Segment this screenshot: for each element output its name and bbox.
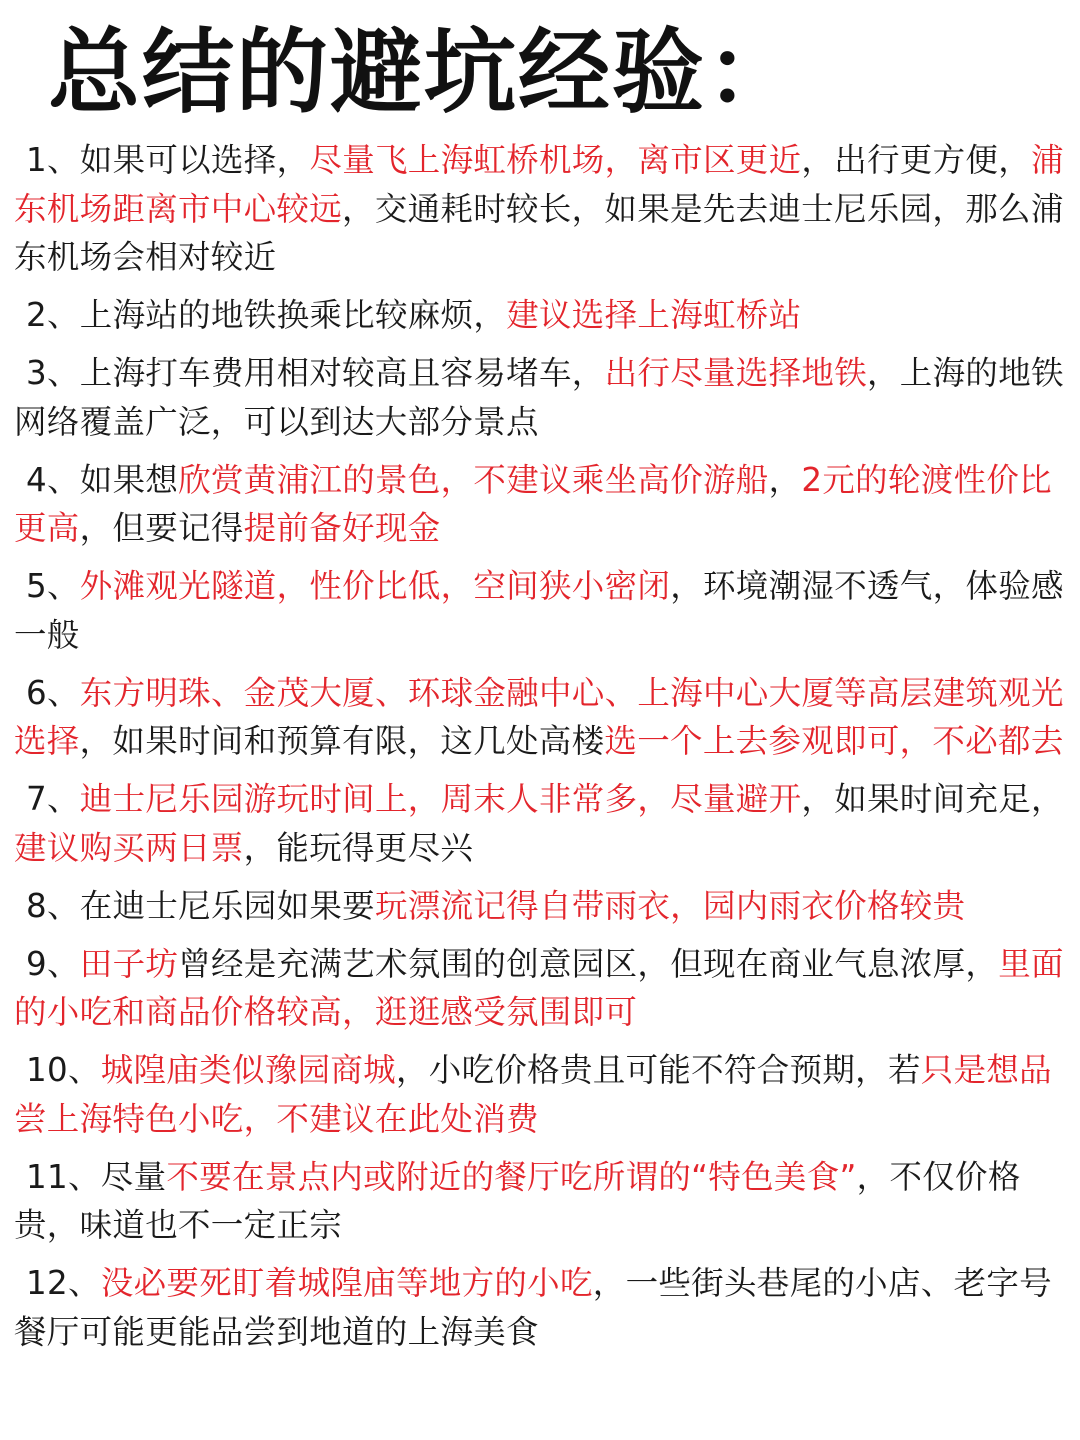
tip-item [14, 775, 1072, 872]
highlighted-text: 里面的小吃和商品价格较高，逛逛感受氛围即可 [14, 944, 1064, 1031]
tip-text: ，环境潮湿不透气，体验感一般 [14, 567, 1064, 654]
page-title: 总结的避坑经验： [48, 19, 801, 126]
tip-item [14, 1046, 1072, 1143]
highlighted-text: 2元的轮渡性价比更高 [14, 460, 1052, 547]
tip-item [14, 562, 1072, 659]
highlighted-text: 城隍庙类似豫园商城 [100, 1051, 396, 1089]
tip-text: 曾经是充满艺术氛围的创意园区，但现在商业气息浓厚， [178, 944, 999, 983]
highlighted-text: 东方明珠、金茂大厦、环球金融中心、上海中心大厦等高层建筑观光选择 [14, 673, 1064, 760]
tip-text: ，不仅价格贵，味道也不一定正宗 [14, 1157, 1021, 1244]
tip-item [14, 291, 1072, 340]
tip-text: ，小吃价格贵且可能不符合预期，若 [395, 1051, 921, 1089]
highlighted-text: 建议购买两日票 [14, 828, 244, 867]
tip-number: 7、 [26, 780, 80, 818]
highlighted-text: 提前备好现金 [243, 509, 441, 547]
highlighted-text: 建议选择上海虹桥站 [506, 296, 802, 334]
tip-text: ，交通耗时较长，如果是先去迪士尼乐园，那么浦东机场会相对较近 [14, 189, 1064, 276]
tip-text: ， [768, 460, 802, 499]
tip-text: 尽量 [100, 1157, 167, 1196]
tip-number: 3、 [26, 354, 80, 392]
tip-number: 1、 [26, 141, 80, 179]
tip-text: ，出行更方便， [801, 141, 1032, 179]
tip-item [14, 940, 1072, 1037]
tip-item [14, 456, 1072, 553]
tip-text: ，能玩得更尽兴 [243, 828, 474, 867]
highlighted-text: 外滩观光隧道，性价比低，空间狭小密闭 [79, 567, 671, 605]
tip-item [14, 882, 1072, 931]
tip-number: 8、 [26, 886, 80, 925]
highlighted-text: 田子坊 [79, 944, 179, 983]
highlighted-text: 没必要死盯着城隍庙等地方的小吃 [100, 1264, 593, 1302]
tip-item [14, 349, 1072, 446]
tips-list [14, 136, 1072, 1366]
tip-text: ，如果时间和预算有限，这几处高楼 [79, 722, 605, 760]
tip-text: 上海站的地铁换乘比较麻烦， [79, 296, 507, 334]
highlighted-text: 浦东机场距离市中心较远 [14, 141, 1064, 228]
tip-text: 在迪士尼乐园如果要 [79, 886, 375, 925]
highlighted-text: 不要在景点内或附近的餐厅吃所谓的“特色美食” [166, 1157, 857, 1196]
tip-text: 上海打车费用相对较高且容易堵车， [79, 354, 605, 392]
tip-item [14, 1153, 1072, 1250]
tip-text: 如果想 [79, 460, 179, 499]
highlighted-text: 欣赏黄浦江的景色，不建议乘坐高价游船 [178, 460, 769, 499]
highlighted-text: 迪士尼乐园游玩时间上，周末人非常多，尽量避开 [79, 780, 802, 818]
tip-number: 6、 [26, 673, 80, 712]
tip-text: ，上海的地铁网络覆盖广泛，可以到达大部分景点 [14, 354, 1064, 441]
tip-number: 5、 [26, 567, 80, 605]
highlighted-text: 尽量飞上海虹桥机场，离市区更近 [309, 141, 802, 179]
tip-number: 11、 [26, 1157, 101, 1196]
tip-item [14, 1259, 1072, 1356]
tip-number: 4、 [26, 460, 80, 499]
tip-item [14, 136, 1072, 282]
tip-item [14, 669, 1072, 766]
highlighted-text: 玩漂流记得自带雨衣，园内雨衣价格较贵 [374, 886, 966, 925]
tip-number: 2、 [26, 296, 80, 334]
tip-number: 12、 [26, 1264, 101, 1302]
tip-number: 9、 [26, 944, 80, 983]
tip-text: 如果可以选择， [79, 141, 310, 179]
highlighted-text: 选一个上去参观即可，不必都去 [604, 722, 1064, 760]
tip-text: ，一些街头巷尾的小店、老字号餐厅可能更能品尝到地道的上海美食 [14, 1264, 1052, 1351]
tip-number: 10、 [26, 1051, 101, 1089]
highlighted-text: 只是想品尝上海特色小吃，不建议在此处消费 [14, 1051, 1052, 1138]
tip-text: ，如果时间充足， [801, 780, 1064, 818]
highlighted-text: 出行尽量选择地铁 [604, 354, 867, 392]
tip-text: ，但要记得 [79, 509, 244, 547]
